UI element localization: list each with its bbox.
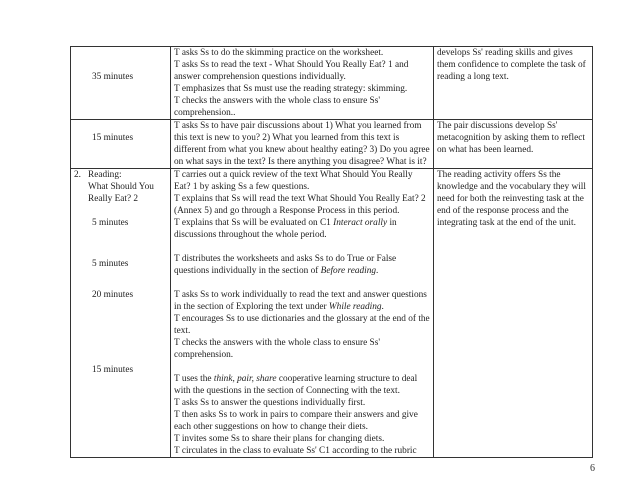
- procedure-line: T checks the answers with the whole class to ensure Ss' comprehension..: [174, 96, 380, 118]
- procedure-line: T emphasizes that Ss must use the reading strategy: skimming.: [174, 84, 408, 94]
- table-row: [71, 47, 593, 120]
- procedure-line: T distributes the worksheets and asks Ss to do True or False questions individually in the section of Before reading.: [174, 254, 397, 276]
- procedure-line: T then asks Ss to work in pairs to compare their answers and give each other suggestions on how to change their diets.: [174, 410, 418, 432]
- rationale-text: The reading activity offers Ss the knowledge and the vocabulary they will need for both the reinvesting task at the end of the response process and the integrating task at the end of the unit.: [437, 170, 586, 228]
- time-label: 20 minutes: [92, 290, 134, 300]
- procedure-line: T checks the answers with the whole class to ensure Ss' comprehension.: [174, 338, 380, 360]
- table-row: [71, 120, 593, 169]
- procedure-line: T circulates in the class to evaluate Ss' C1 according to the rubric: [174, 446, 417, 456]
- procedure-cell: [171, 47, 434, 120]
- time-label: 15 minutes: [92, 133, 134, 143]
- rationale-text: The pair discussions develop Ss' metacognition by asking them to reflect on what has been learned.: [437, 121, 585, 155]
- procedure-line: T asks Ss to work individually to read the text and answer questions in the section of Exploring the text under While reading.: [174, 290, 427, 312]
- procedure-line: T asks Ss to have pair discussions about 1) What you learned from this text is new to you? 2) What you learned from this text is different from what you knew about healthy eating? 3) Do you agree on what says in the text? Is there anything you disagree? What is it?: [174, 121, 430, 167]
- stage-title: What Should You: [88, 182, 154, 192]
- stage-title: Really Eat? 2: [88, 194, 139, 204]
- time-cell: [71, 47, 171, 120]
- rationale-cell: [434, 120, 593, 169]
- rationale-text: develops Ss' reading skills and gives them confidence to complete the task of reading a long text.: [437, 48, 586, 82]
- procedure-line: T uses the think, pair, share cooperative learning structure to deal with the questions in the section of Connecting with the text.: [174, 374, 418, 396]
- time-cell: [71, 120, 171, 169]
- procedure-block: [174, 289, 430, 361]
- procedure-cell: [171, 169, 434, 458]
- time-label: 5 minutes: [92, 259, 129, 269]
- time-label: 15 minutes: [92, 365, 134, 375]
- procedure-block: [174, 373, 430, 457]
- lesson-plan-table: [70, 46, 593, 458]
- procedure-line: T asks Ss to do the skimming practice on the worksheet.: [174, 48, 384, 58]
- procedure-line: T encourages Ss to use dictionaries and the glossary at the end of the text.: [174, 314, 430, 336]
- procedure-line: T invites some Ss to share their plans for changing diets.: [174, 434, 385, 444]
- procedure-line: T explains that Ss will be evaluated on C1 Interact orally in discussions throughout the whole period.: [174, 218, 397, 240]
- procedure-block: [174, 253, 430, 277]
- stage-number: 2.: [74, 170, 81, 180]
- procedure-line: T asks Ss to answer the questions individually first.: [174, 398, 366, 408]
- procedure-line: T explains that Ss will read the text What Should You Really Eat? 2 (Annex 5) and go through a Response Process in this period.: [174, 194, 426, 216]
- rationale-cell: [434, 169, 593, 458]
- rationale-cell: [434, 47, 593, 120]
- stage-title: Reading:: [88, 170, 122, 180]
- procedure-cell: [171, 120, 434, 169]
- time-label: 5 minutes: [92, 218, 129, 228]
- time-label: 35 minutes: [92, 72, 134, 82]
- procedure-line: T carries out a quick review of the text What Should You Really Eat? 1 by asking Ss a few questions.: [174, 170, 413, 192]
- procedure-block: [174, 169, 430, 241]
- stage-heading: [74, 169, 167, 205]
- table-row: [71, 169, 593, 458]
- page-number: 6: [590, 463, 595, 474]
- stage-cell: [71, 169, 171, 458]
- procedure-line: T asks Ss to read the text - What Should You Really Eat? 1 and answer comprehension questions individually.: [174, 60, 409, 82]
